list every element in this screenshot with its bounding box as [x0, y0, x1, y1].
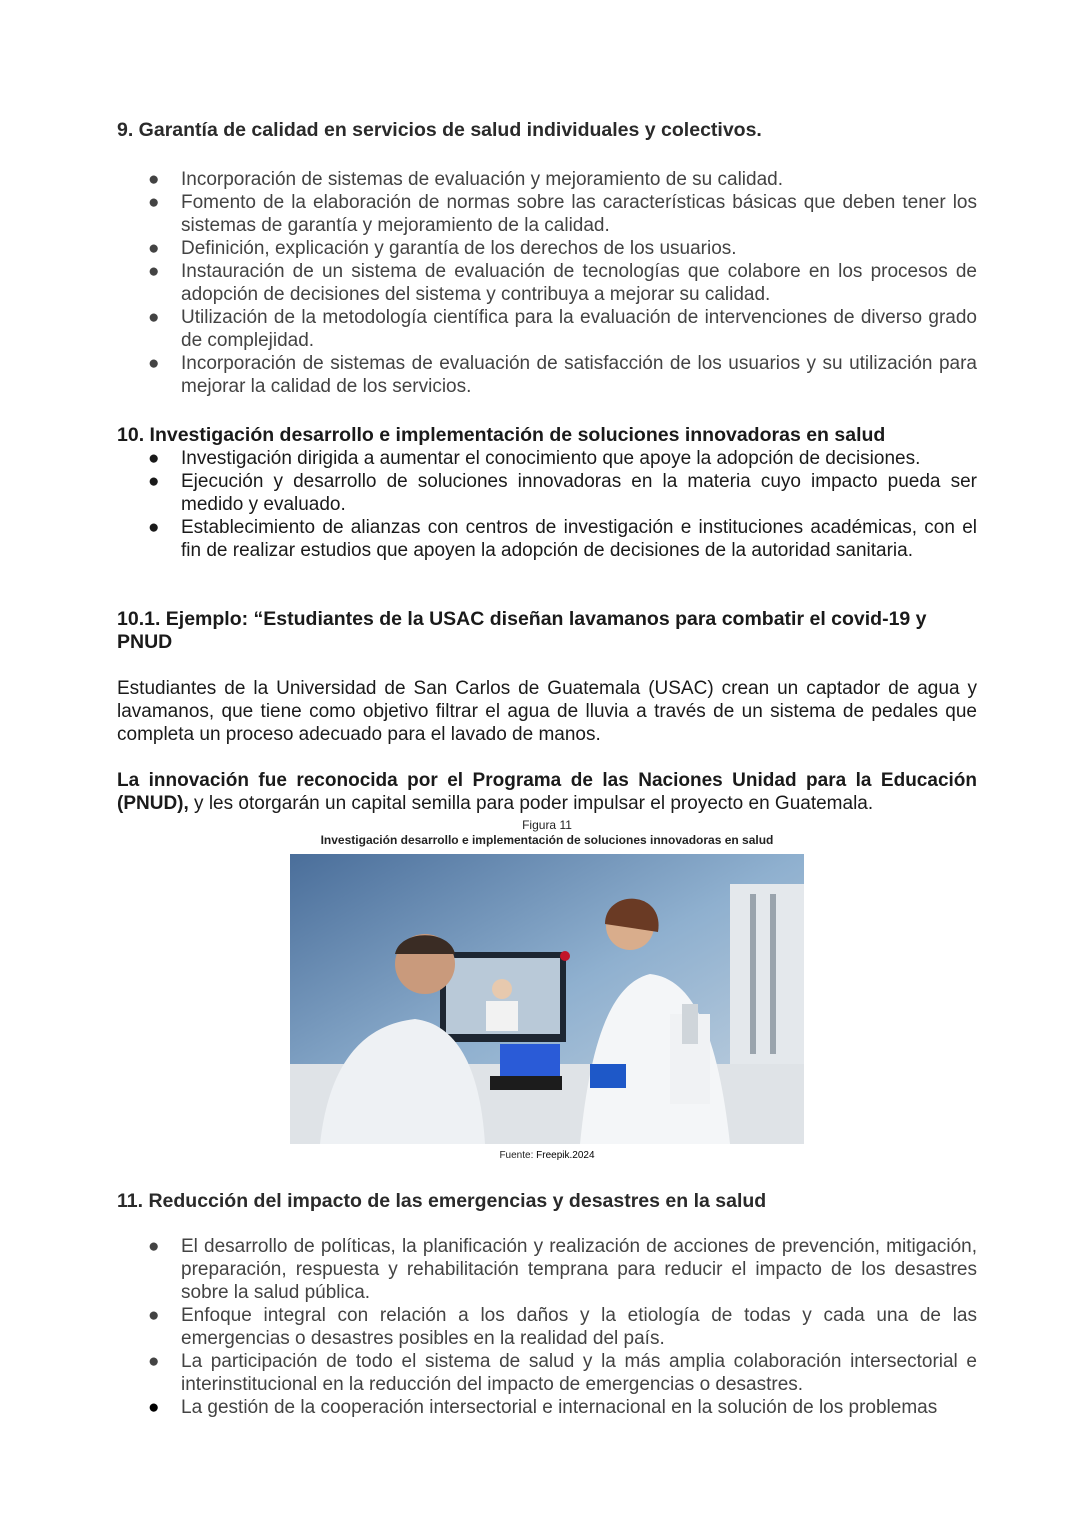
section-10-heading: 10. Investigación desarrollo e implementación de soluciones innovadoras en salud	[117, 424, 886, 446]
figure-number: Figura 11	[522, 818, 572, 832]
list-item: ● Definición, explicación y garantía de los derechos de los usuarios.	[148, 238, 737, 259]
list-item: ● Incorporación de sistemas de evaluación y mejoramiento de su calidad.	[148, 169, 783, 190]
list-item: ● Investigación dirigida a aumentar el conocimiento que apoye la adopción de decisiones.	[148, 448, 921, 469]
recognition-rest: y les otorgarán un capital semilla para poder impulsar el proyecto en Guatemala.	[188, 793, 874, 814]
list-item: ● La gestión de la cooperación intersectorial e internacional en la solución de los problemas	[148, 1397, 938, 1418]
list-item: ● El desarrollo de políticas, la planificación y realización de acciones de prevención, mitigación, preparación, respuesta y rehabilitación temprana para reducir el impacto de los desastres sobre la salud pública.	[148, 1236, 977, 1303]
list-item: ● Enfoque integral con relación a los daños y la etiología de todas y cada una de las emergencias o desastres posibles en la realidad del país.	[148, 1305, 977, 1349]
section-11-heading: 11. Reducción del impacto de las emergencias y desastres en la salud	[117, 1190, 767, 1212]
example-paragraph: Estudiantes de la Universidad de San Carlos de Guatemala (USAC) crean un captador de agua y lavamanos, que tiene como objetivo filtrar el agua de lluvia a través de un sistema de pedales que completa un proceso adecuado para el lavado de manos.	[117, 678, 977, 745]
list-item: ● La participación de todo el sistema de salud y la más amplia colaboración intersectorial e interinstitucional en la reducción del impacto de emergencias o desastres.	[148, 1351, 977, 1395]
recognition-paragraph	[117, 769, 977, 815]
section-9-heading: 9. Garantía de calidad en servicios de salud individuales y colectivos.	[117, 119, 762, 141]
list-item: ● Ejecución y desarrollo de soluciones innovadoras en la materia cuyo impacto pueda ser medido y evaluado.	[148, 471, 977, 515]
list-item: ● Incorporación de sistemas de evaluación de satisfacción de los usuarios y su utilización para mejorar la calidad de los servicios.	[148, 353, 977, 397]
list-item: ● Utilización de la metodología científica para la evaluación de intervenciones de diverso grado de complejidad.	[148, 307, 977, 351]
section-10-1-heading: 10.1. Ejemplo: “Estudiantes de la USAC diseñan lavamanos para combatir el covid-19 y PNUD	[117, 608, 927, 653]
section-9-list	[117, 168, 977, 398]
list-item: ● Instauración de un sistema de evaluación de tecnologías que colabore en los procesos de adopción de decisiones del sistema y contribuya a mejorar su calidad.	[148, 261, 977, 305]
page-content	[117, 119, 977, 1419]
section-11-list	[117, 1235, 977, 1419]
list-item: ● Establecimiento de alianzas con centros de investigación e instituciones académicas, con el fin de realizar estudios que apoyen la adopción de decisiones de la autoridad sanitaria.	[148, 517, 977, 561]
figure-title: Investigación desarrollo e implementación de soluciones innovadoras en salud	[320, 833, 774, 847]
lab-photo	[290, 854, 804, 1144]
list-item: ● Fomento de la elaboración de normas sobre las características básicas que deben tener los sistemas de garantía y mejoramiento de la calidad.	[148, 192, 977, 236]
section-10-list	[117, 447, 977, 562]
figure-11	[117, 818, 977, 1162]
figure-source: Fuente: Freepik.2024	[499, 1150, 595, 1161]
recognition-bold: La innovación fue reconocida por el Programa de las Naciones Unidad para la Educación (PNUD),	[117, 770, 977, 814]
